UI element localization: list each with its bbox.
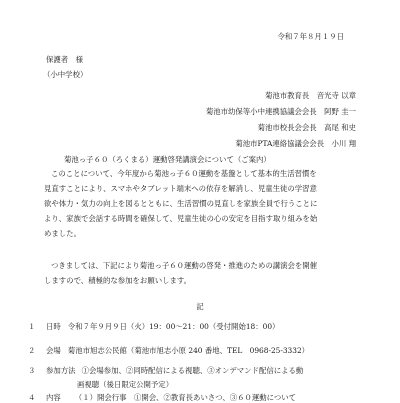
item-text: 菊池市旭志公民館（菊池市旭志小原 240 番地、TEL 0968-25-3332）: [67, 346, 310, 355]
item-text: ①会場参加、②同時配信による視聴、③オンデマンド配信による動: [81, 366, 304, 375]
intro-paragraph: [44, 170, 362, 245]
item-label: 日時: [46, 322, 61, 331]
paragraph-line: 欲や体力・気力の向上を図るとともに、生活習慣の見直しを家族全員で行うことに: [44, 199, 318, 208]
item-content: [28, 394, 296, 403]
paragraph-line: より、家族で会話する時間を確保して、児童生徒の心の安定を目指す取り組みを始: [44, 214, 318, 223]
signer-line: 菊池市教育長 音光寺 以章: [264, 91, 356, 100]
item-participation-cont: 画視聴（後日限定公開予定）: [77, 380, 174, 389]
recipient-line: 保護者 様: [46, 55, 83, 64]
paragraph-line: つきましては、下記により菊池っ子６０運動の啓発・推進のための講演会を開催: [51, 261, 318, 270]
item-label: 会場: [46, 346, 61, 355]
paragraph-line: しますので、積極的な参加をお願いします。: [44, 276, 192, 285]
recipient-school-line: （小中学校）: [43, 70, 88, 79]
item-participation: [28, 367, 303, 376]
paragraph-line: めました。: [44, 229, 81, 238]
signer-line: 菊池市校長会会長 高尾 和史: [257, 123, 356, 132]
signer-block: [206, 92, 356, 156]
item-number: ３: [28, 366, 36, 375]
item-datetime: [28, 323, 279, 332]
signer-line: 菊池市幼保等小中連携協議会会長 阿野 圭一: [205, 107, 356, 116]
document-title: 菊池っ子６０（ろくまる）運動啓発講演会について（ご案内）: [64, 155, 271, 164]
ki-heading: 記: [196, 302, 204, 311]
signer-line: 菊池市PTA連絡協議会会長 小川 翔: [235, 139, 356, 148]
document-date: 令和７年８月１９日: [277, 32, 344, 41]
item-number: １: [28, 322, 36, 331]
item-text: 令和７年９月９日（火）19：00～21：00（受付開始18：00）: [67, 322, 280, 331]
item-text: （１）開会行事 ①開会、②教育長あいさつ、③６０運動について: [74, 393, 297, 402]
item-number: ２: [28, 346, 36, 355]
paragraph-line: このことについて、今年度から菊池っ子６０運動を基盤として基本的生活習慣を: [51, 169, 317, 178]
request-paragraph: [44, 262, 362, 292]
item-label: 参加方法: [46, 366, 76, 375]
item-number: ４: [28, 393, 36, 402]
item-venue: [28, 347, 309, 356]
item-label: 内容: [46, 393, 61, 402]
paragraph-line: 見直すことにより、スマホやタブレット端末への依存を解消し、児童生徒の学習意: [44, 184, 317, 193]
